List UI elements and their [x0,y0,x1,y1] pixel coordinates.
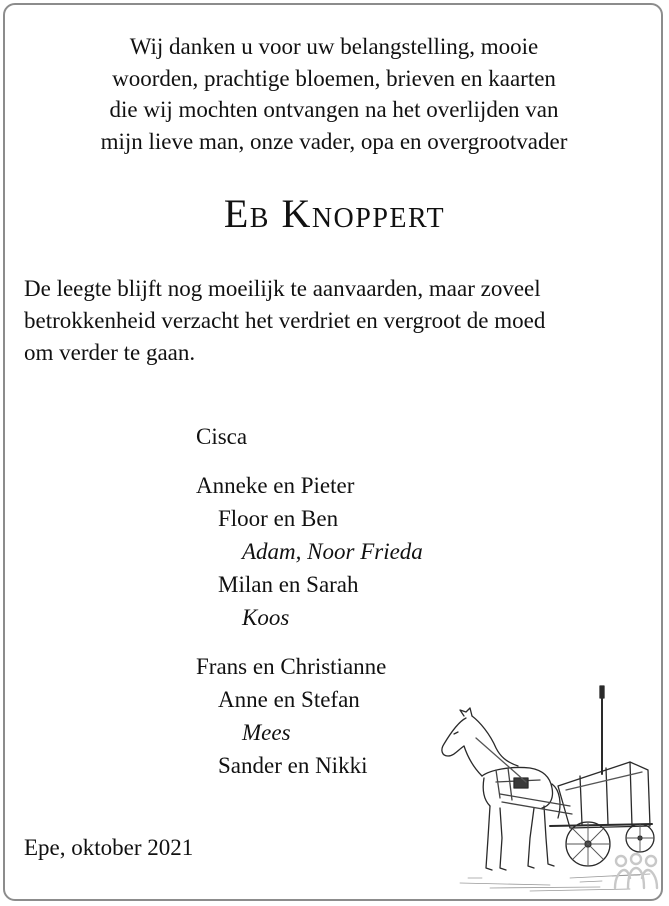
deceased-name: Eb Knoppert [223,191,446,236]
message-line: betrokkenheid verzacht het verdriet en vergroot de moed [24,308,546,333]
message-line: De leegte blijft nog moeilijk te aanvaarden, maar zoveel [24,276,541,301]
people-group-icon [612,852,660,892]
family-child: Anneke en Pieter [196,473,355,498]
horse-icon [442,708,560,870]
intro-line: Wij danken u voor uw belangstelling, mooie [129,34,539,59]
family-spouse: Cisca [196,424,248,449]
intro-line: die wij mochten ontvangen na het overlijden van [109,97,559,122]
family-great-grandchildren: Mees [242,720,291,745]
family-child: Frans en Christianne [196,654,387,679]
family-grandchild: Anne en Stefan [218,687,360,712]
family-grandchild: Floor en Ben [218,506,339,531]
thank-you-intro [20,31,648,157]
family-grandchild: Milan en Sarah [218,572,359,597]
intro-line: woorden, prachtige bloemen, brieven en kaarten [112,65,556,91]
carriage-icon [500,686,654,866]
message-line: om verder te gaan. [24,340,196,365]
thank-you-message [24,273,652,369]
intro-line: mijn lieve man, onze vader, opa en overgrootvader [100,128,568,154]
family-list [196,420,423,782]
family-great-grandchildren: Adam, Noor Frieda [242,539,423,564]
family-great-grandchildren: Koos [242,605,290,630]
family-grandchild: Sander en Nikki [218,753,368,778]
place-date: Epe, oktober 2021 [24,835,194,860]
